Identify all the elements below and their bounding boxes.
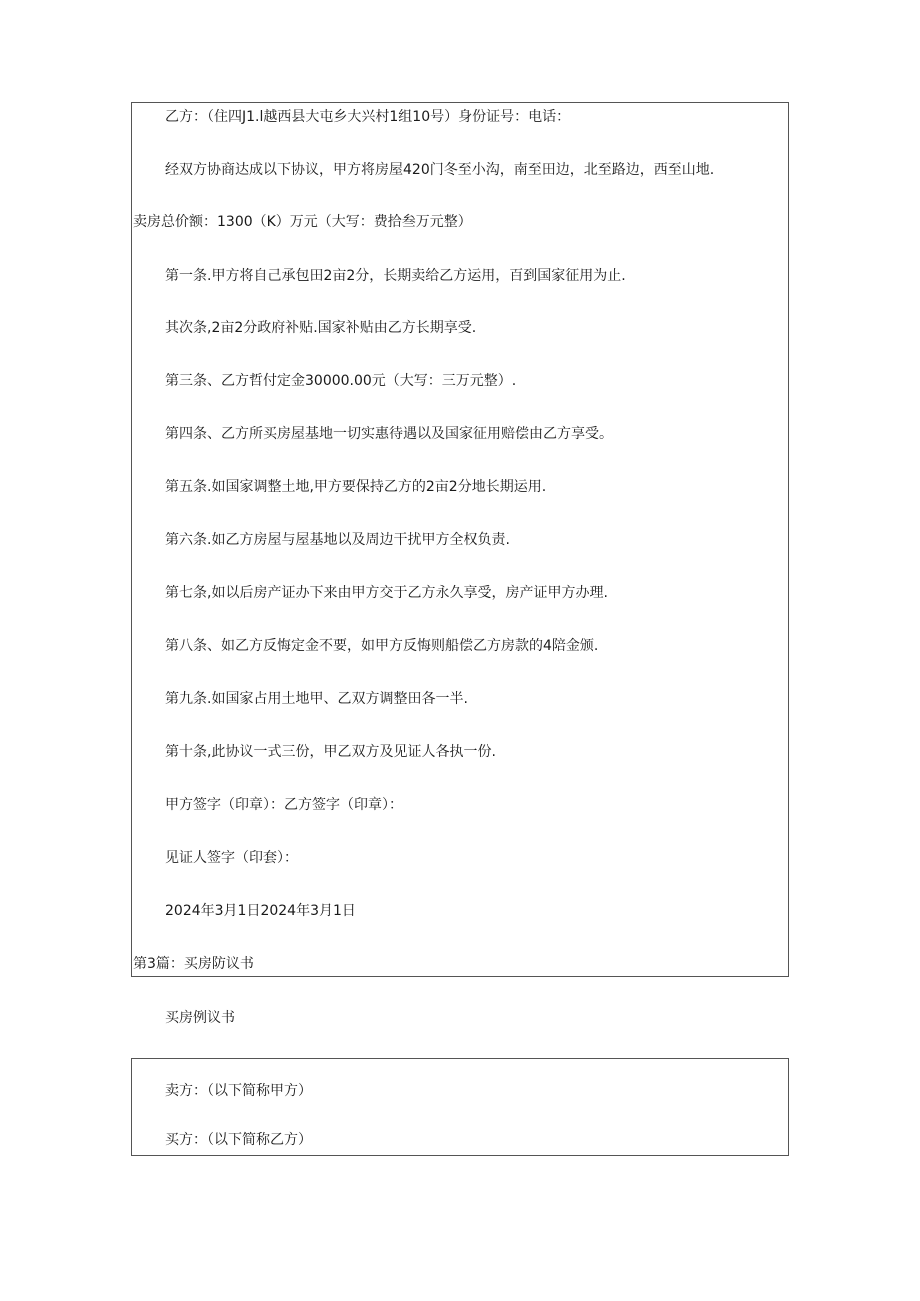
article-10: 第十条,此协议一式三份，甲乙双方及见证人各执一份. xyxy=(165,744,496,760)
article-9: 第九条.如国家占用土地甲、乙双方调整田各一半. xyxy=(165,691,468,707)
seller-line: 卖方：（以下简称甲方） xyxy=(165,1083,312,1099)
date-line: 2024年3月1日2024年3月1日 xyxy=(165,903,356,919)
article-4: 第四条、乙方所买房屋基地一切实惠待遇以及国家征用赔偿由乙方享受。 xyxy=(165,426,613,442)
witness-line: 见证人签字（印套）： xyxy=(165,850,298,866)
buyer-line: 买方：（以下简称乙方） xyxy=(165,1132,312,1148)
party-b-line: 乙方：（住四J1.l越西县大屯乡大兴村1组10号）身份证号：电话： xyxy=(165,109,571,125)
agreement-intro-line: 经双方协商达成以下协议，甲方将房屋420门冬至小沟，南至田边，北至路边，西至山地. xyxy=(165,162,715,178)
article-2: 其次条,2亩2分政府补贴.国家补贴由乙方长期享受. xyxy=(165,320,477,336)
parties-box xyxy=(131,1058,789,1156)
signature-line: 甲方签字（印章）：乙方签字（印章）： xyxy=(165,797,403,813)
total-price-line: 卖房总价额：1300（K）万元（大写：费拾叁万元整） xyxy=(133,214,472,230)
document-title: 买房例议书 xyxy=(165,1010,235,1026)
section-heading: 第3篇：买房防议书 xyxy=(133,956,254,972)
article-6: 第六条.如乙方房屋与屋基地以及周边干扰甲方全权负责. xyxy=(165,532,510,548)
article-7: 第七条,如以后房产证办下来由甲方交于乙方永久享受，房产证甲方办理. xyxy=(165,585,608,601)
article-3: 第三条、乙方哲付定金30000.00元（大写：三万元整）. xyxy=(165,373,517,389)
article-1: 第一条.甲方将自己承包田2亩2分，长期卖给乙方运用，百到国家征用为止. xyxy=(165,268,626,284)
agreement-text-box xyxy=(131,102,789,977)
article-8: 第八条、如乙方反悔定金不要，如甲方反悔则船偿乙方房款的4陪金颁. xyxy=(165,638,599,654)
article-5: 第五条.如国家调整土地,甲方要保持乙方的2亩2分地长期运用. xyxy=(165,479,547,495)
